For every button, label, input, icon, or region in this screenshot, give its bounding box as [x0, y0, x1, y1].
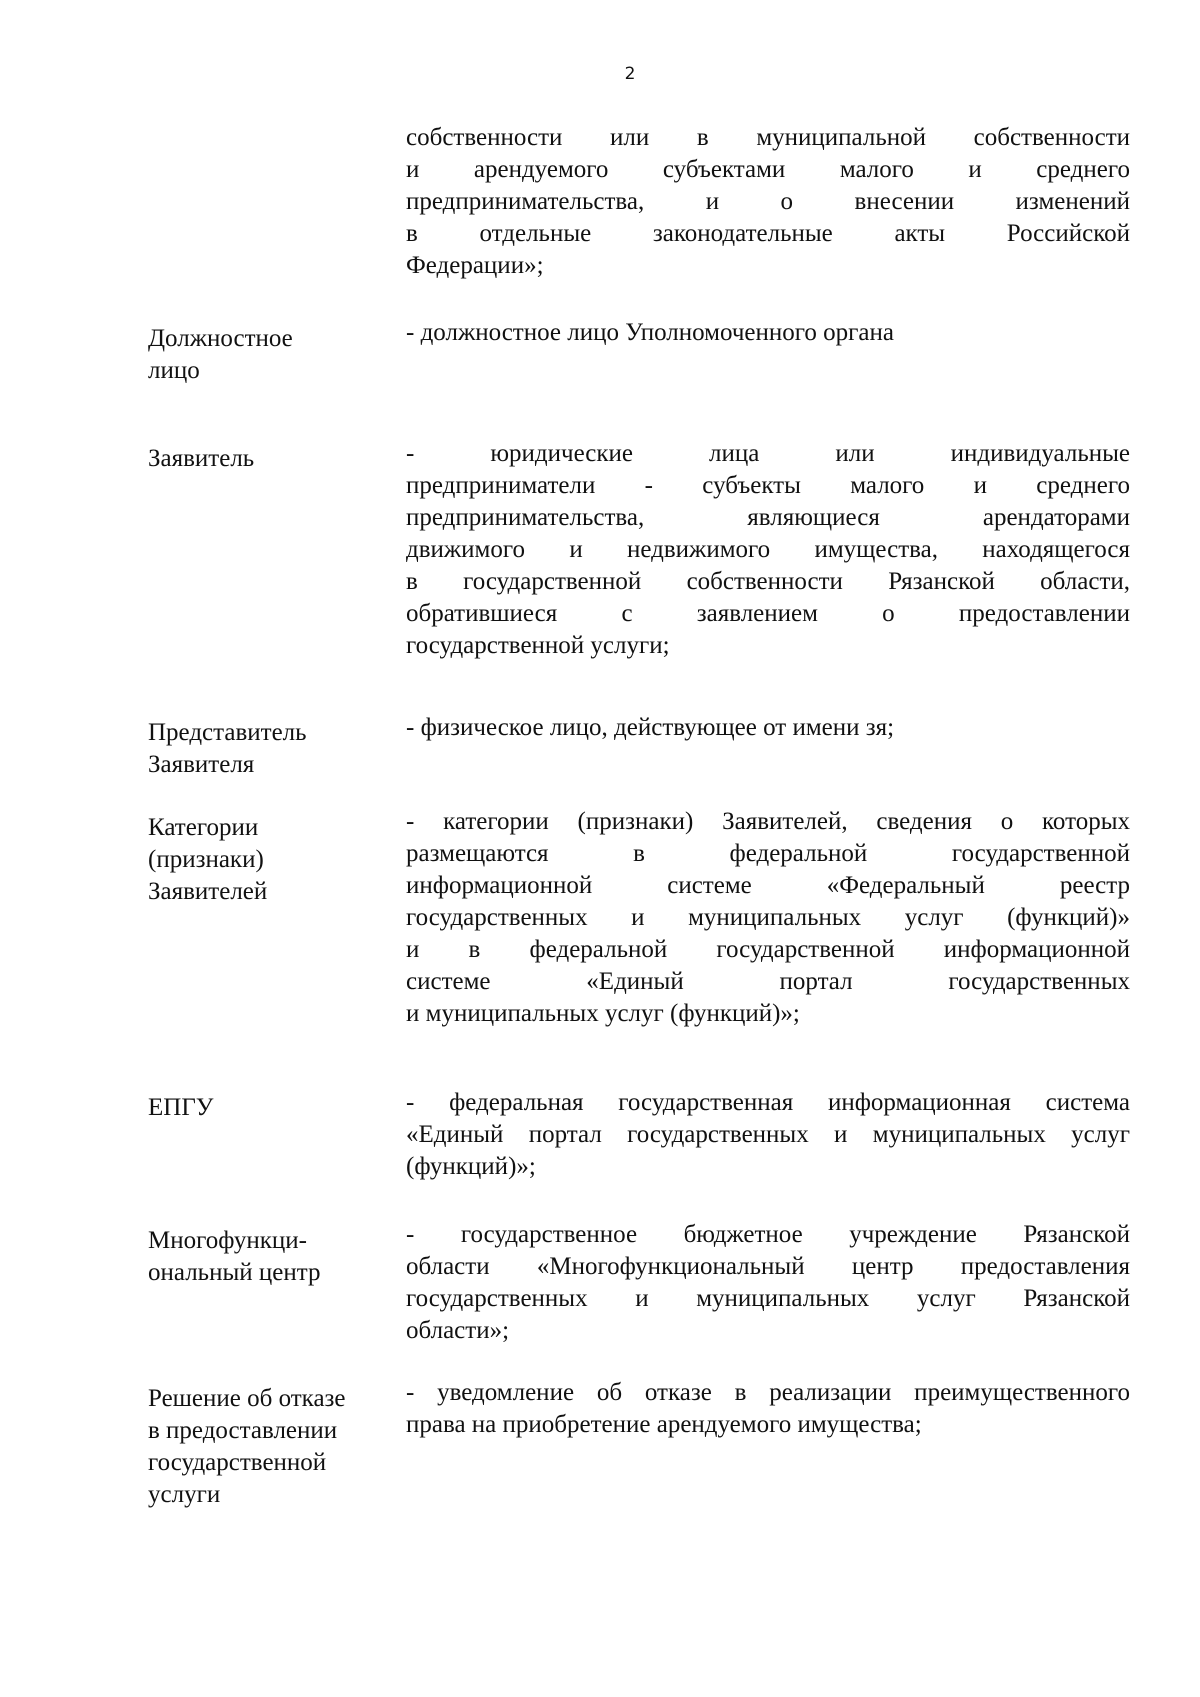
text-line: - физическое лицо, действующее от имени зя; [406, 714, 895, 741]
text-line: обратившиеся с заявлением о предоставлении [406, 600, 1130, 627]
text-line: Федерации»; [406, 252, 544, 279]
term-applicant [148, 443, 384, 475]
term-line: Заявителей [148, 878, 268, 905]
term-line: Многофункци- [148, 1227, 307, 1254]
text-line: предпринимательства, и о внесении изменений [406, 188, 1130, 215]
page-number: 2 [624, 64, 636, 84]
term-line: ЕПГУ [148, 1094, 214, 1121]
text-line: в государственной собственности Рязанской области, [406, 568, 1130, 595]
term-line: услуги [148, 1481, 221, 1508]
text-line: права на приобретение арендуемого имущества; [406, 1411, 922, 1438]
text-line: государственных и муниципальных услуг Рязанской [406, 1285, 1130, 1312]
term-epgu [148, 1092, 384, 1124]
term-line: Представитель [148, 719, 307, 746]
text-line: - категории (признаки) Заявителей, сведения о которых [406, 808, 1130, 835]
text-line: - должностное лицо Уполномоченного органа [406, 319, 894, 346]
text-line: области»; [406, 1317, 510, 1344]
definition-refusal-decision [406, 1377, 1130, 1441]
text-line: - государственное бюджетное учреждение Рязанской [406, 1221, 1130, 1248]
term-official [148, 323, 384, 387]
term-categories [148, 812, 384, 908]
text-line: и в федеральной государственной информационной [406, 936, 1130, 963]
text-line: в отдельные законодательные акты Российской [406, 220, 1130, 247]
term-line: Заявитель [148, 445, 255, 472]
term-line: (признаки) [148, 846, 264, 873]
text-line: «Единый портал государственных и муниципальных услуг [406, 1121, 1130, 1148]
text-line: и муниципальных услуг (функций)»; [406, 1000, 800, 1027]
text-line: и арендуемого субъектами малого и среднего [406, 156, 1130, 183]
continuation-text [406, 122, 1130, 282]
text-line: - юридические лица или индивидуальные [406, 440, 1130, 467]
text-line: (функций)»; [406, 1153, 536, 1180]
term-refusal-decision [148, 1383, 384, 1511]
text-line: государственных и муниципальных услуг (функций)» [406, 904, 1130, 931]
text-line: области «Многофункциональный центр предоставления [406, 1253, 1130, 1280]
term-line: Категории [148, 814, 259, 841]
term-representative [148, 717, 384, 781]
text-line: - федеральная государственная информационная система [406, 1089, 1130, 1116]
term-line: в предоставлении [148, 1417, 338, 1444]
text-line: движимого и недвижимого имущества, находящегося [406, 536, 1130, 563]
term-line: Должностное [148, 325, 293, 352]
definition-mfc [406, 1219, 1130, 1347]
text-line: размещаются в федеральной государственной [406, 840, 1130, 867]
definition-representative [406, 712, 1130, 744]
text-line: государственной услуги; [406, 632, 670, 659]
text-line: - уведомление об отказе в реализации преимущественного [406, 1379, 1130, 1406]
definition-applicant [406, 438, 1130, 662]
definition-categories [406, 806, 1130, 1030]
term-line: государственной [148, 1449, 327, 1476]
text-line: предприниматели - субъекты малого и среднего [406, 472, 1130, 499]
text-line: собственности или в муниципальной собственности [406, 124, 1130, 151]
text-line: системе «Единый портал государственных [406, 968, 1130, 995]
term-line: лицо [148, 357, 200, 384]
term-mfc [148, 1225, 384, 1289]
definition-epgu [406, 1087, 1130, 1183]
definition-official [406, 317, 1130, 349]
text-line: информационной системе «Федеральный реестр [406, 872, 1130, 899]
term-line: ональный центр [148, 1259, 321, 1286]
term-line: Заявителя [148, 751, 255, 778]
term-line: Решение об отказе [148, 1385, 346, 1412]
text-line: предпринимательства, являющиеся арендаторами [406, 504, 1130, 531]
